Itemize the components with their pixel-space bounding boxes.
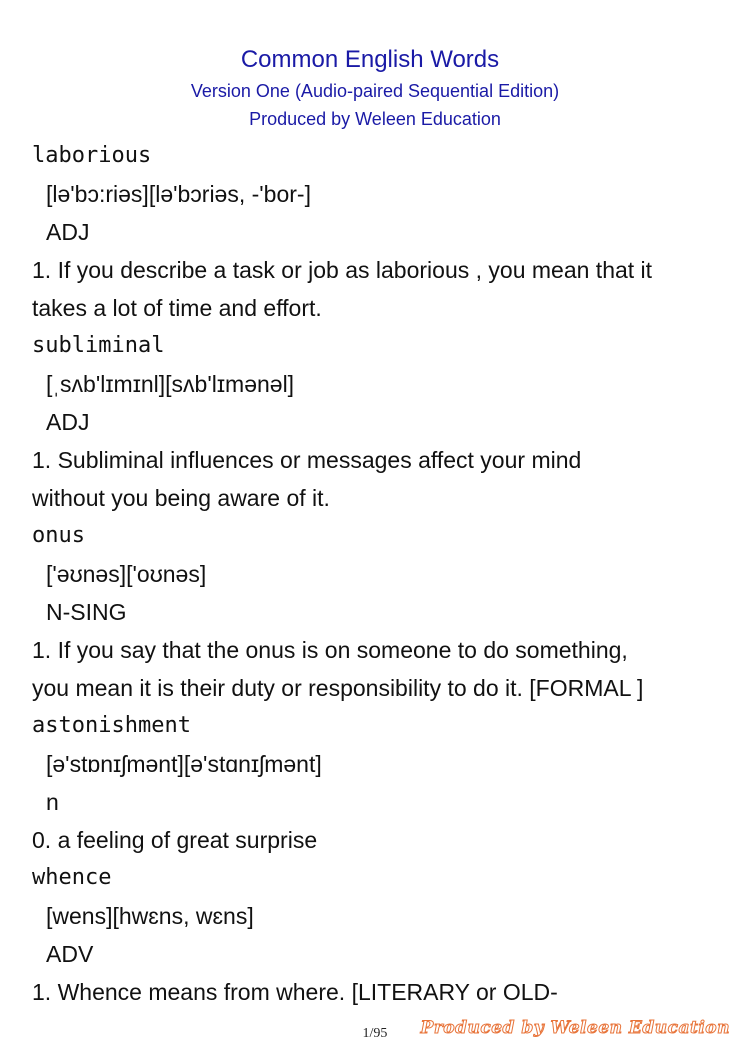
entry-onus [32, 517, 732, 707]
edition-subtitle: Version One (Audio-paired Sequential Edition) [190, 81, 560, 101]
definition-line: you mean it is their duty or responsibility to do it. [FORMAL ] [32, 675, 644, 701]
entry-whence [32, 859, 732, 1011]
definition-line: 1. Whence means from where. [LITERARY or OLD- [32, 979, 558, 1005]
part-of-speech: ADJ [46, 219, 90, 245]
entry-subliminal [32, 327, 732, 517]
publisher-line: Produced by Weleen Education [249, 109, 501, 129]
definition-line: 1. Subliminal influences or messages affect your mind [32, 447, 582, 473]
part-of-speech: n [46, 789, 59, 815]
phonetic: [wens][hwɛns, wɛns] [46, 903, 254, 929]
definition-line: takes a lot of time and effort. [32, 295, 322, 321]
publisher-watermark: Produced by Weleen Education [420, 1018, 730, 1038]
part-of-speech: ADV [46, 941, 94, 967]
headword: whence [32, 865, 112, 890]
phonetic: [ˌsʌb'lɪmɪnl][sʌb'lɪmənəl] [46, 371, 295, 397]
headword: astonishment [32, 713, 191, 738]
word-list [32, 137, 732, 1011]
definition-line: 1. If you describe a task or job as laborious , you mean that it [32, 257, 653, 283]
phonetic: ['əʊnəs]['oʊnəs] [46, 561, 207, 587]
definition-line: 1. If you say that the onus is on someone to do something, [32, 637, 628, 663]
headword: onus [32, 523, 85, 548]
document-title: Common English Words [240, 46, 500, 73]
part-of-speech: N-SING [46, 599, 127, 625]
phonetic: [lə'bɔ:riəs][lə'bɔriəs, -'bor-] [46, 181, 311, 207]
headword: subliminal [32, 333, 165, 358]
entry-laborious [32, 137, 732, 327]
definition-line: without you being aware of it. [32, 485, 330, 511]
headword: laborious [32, 143, 152, 168]
page-number: 1/95 [362, 1026, 388, 1041]
part-of-speech: ADJ [46, 409, 90, 435]
definition-line: 0. a feeling of great surprise [32, 827, 318, 853]
entry-astonishment [32, 707, 732, 859]
phonetic: [ə'stɒnɪʃmənt][ə'stɑnɪʃmənt] [46, 751, 322, 777]
